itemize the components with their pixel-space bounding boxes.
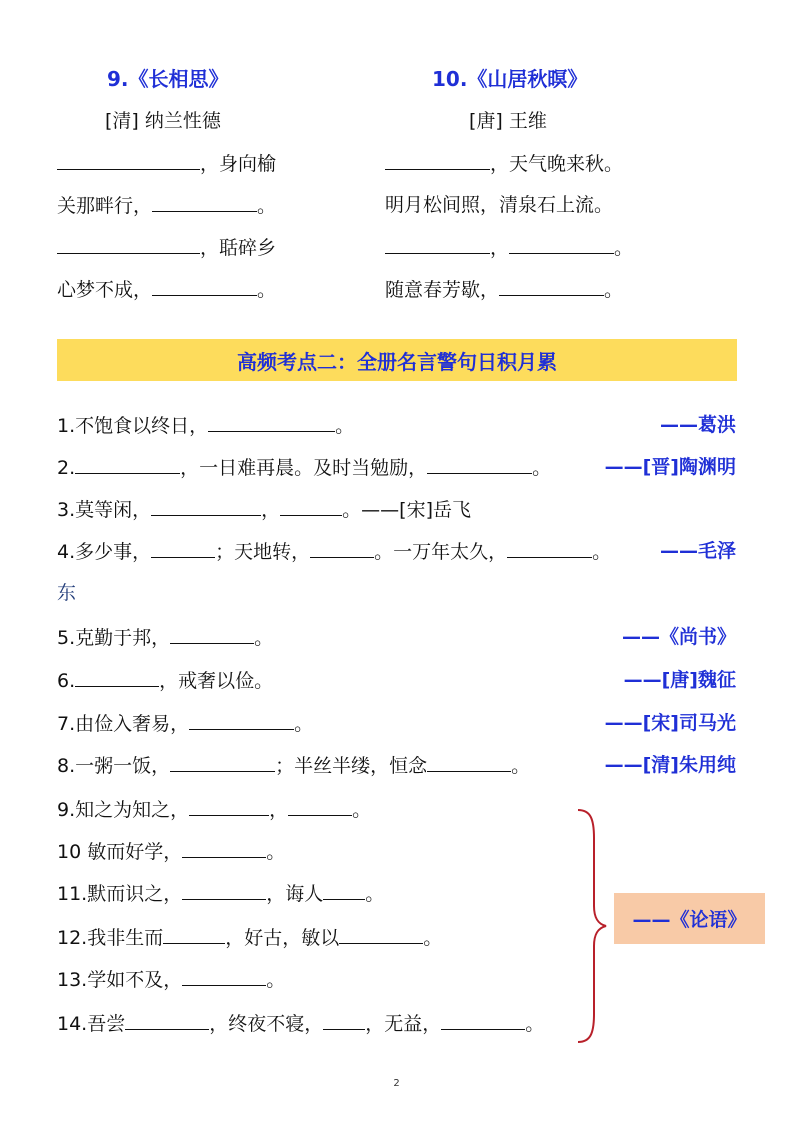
- fill-blank[interactable]: [125, 1011, 209, 1030]
- fill-blank[interactable]: [170, 753, 275, 772]
- fill-blank[interactable]: [75, 455, 180, 474]
- fill-blank[interactable]: [152, 277, 257, 296]
- quote-item-6: 6. ，戒奢以俭。: [57, 670, 274, 692]
- quote-item-5: 5.克勤于邦， 。: [57, 627, 274, 649]
- poem-left-author: [清] 纳兰性德: [105, 110, 221, 132]
- quote-item-9: 9.知之为知之， ， 。: [57, 799, 372, 821]
- fill-blank[interactable]: [427, 455, 532, 474]
- poem-left-line-4: 心梦不成， 。: [57, 279, 277, 301]
- quote-source-1: ——葛洪: [659, 414, 736, 436]
- fill-blank[interactable]: [208, 413, 335, 432]
- poem-right-author: [唐] 王维: [469, 110, 547, 132]
- poem-left-title: 9.《长相思》: [107, 67, 229, 91]
- quote-source-4: ——毛泽: [659, 540, 736, 562]
- poem-left-line-3: ，聒碎乡: [57, 235, 276, 260]
- fill-blank[interactable]: [151, 497, 261, 516]
- poem-right-line-4: 随意春芳歇， 。: [385, 279, 624, 301]
- quote-item-12: 12.我非生而 ，好古，敏以 。: [57, 927, 443, 949]
- quote-source-8: ——[清]朱用纯: [604, 754, 736, 776]
- fill-blank[interactable]: [323, 881, 365, 900]
- fill-blank[interactable]: [507, 539, 592, 558]
- poem-left-line-1: ，身向榆: [57, 151, 276, 176]
- fill-blank[interactable]: [189, 797, 269, 816]
- fill-blank[interactable]: [323, 1011, 365, 1030]
- quote-source-4-tail: 东: [57, 582, 77, 604]
- quote-item-13: 13.学如不及， 。: [57, 969, 286, 991]
- fill-blank[interactable]: [499, 277, 604, 296]
- fill-blank[interactable]: [151, 539, 215, 558]
- lunyu-source-label: ——《论语》: [614, 893, 765, 944]
- fill-blank[interactable]: [163, 925, 225, 944]
- fill-blank[interactable]: [441, 1011, 525, 1030]
- poem-right-line-1: ，天气晚来秋。: [385, 151, 623, 176]
- quote-source-5: ——《尚书》: [621, 626, 736, 648]
- fill-blank[interactable]: [509, 235, 614, 254]
- right-curly-brace-icon: [572, 808, 612, 1044]
- fill-blank[interactable]: [152, 193, 257, 212]
- quote-item-11: 11.默而识之， ，诲人 。: [57, 883, 385, 905]
- poem-right-line-2: 明月松间照，清泉石上流。: [385, 194, 614, 216]
- quote-item-1: 1.不饱食以终日， 。: [57, 415, 355, 437]
- quote-item-10: 10 敏而好学， 。: [57, 841, 286, 863]
- quote-item-7: 7.由俭入奢易， 。: [57, 713, 314, 735]
- fill-blank[interactable]: [182, 881, 266, 900]
- quote-item-4: 4.多少事， ；天地转， 。一万年太久， 。: [57, 541, 612, 563]
- quote-item-8: 8.一粥一饭， ；半丝半缕，恒念 。: [57, 755, 531, 777]
- poem-right-line-3: ， 。: [385, 235, 633, 260]
- page-number: 2: [393, 1078, 400, 1089]
- quote-source-2: ——[晋]陶渊明: [604, 456, 736, 478]
- quote-item-14: 14.吾尝 ，终夜不寝， ，无益， 。: [57, 1013, 545, 1035]
- fill-blank[interactable]: [288, 797, 352, 816]
- fill-blank[interactable]: [189, 711, 294, 730]
- quote-item-2: 2. ，一日难再晨。及时当勉励， 。: [57, 457, 552, 479]
- section-title: 高频考点二：全册名言警句日积月累: [237, 349, 557, 374]
- fill-blank[interactable]: [280, 497, 342, 516]
- fill-blank[interactable]: [385, 151, 490, 170]
- fill-blank[interactable]: [310, 539, 374, 558]
- fill-blank[interactable]: [385, 235, 490, 254]
- quote-source-6: ——[唐]魏征: [623, 669, 736, 691]
- quote-item-3: 3.莫等闲， ， 。——[宋]岳飞: [57, 499, 471, 521]
- fill-blank[interactable]: [339, 925, 423, 944]
- fill-blank[interactable]: [75, 668, 159, 687]
- poem-right-title: 10.《山居秋暝》: [432, 67, 588, 91]
- quote-source-7: ——[宋]司马光: [604, 712, 736, 734]
- fill-blank[interactable]: [57, 235, 200, 254]
- poem-left-line-2: 关那畔行， 。: [57, 195, 277, 217]
- fill-blank[interactable]: [182, 967, 266, 986]
- fill-blank[interactable]: [182, 839, 266, 858]
- fill-blank[interactable]: [170, 625, 254, 644]
- section-banner: [57, 339, 737, 381]
- fill-blank[interactable]: [57, 151, 200, 170]
- fill-blank[interactable]: [427, 753, 511, 772]
